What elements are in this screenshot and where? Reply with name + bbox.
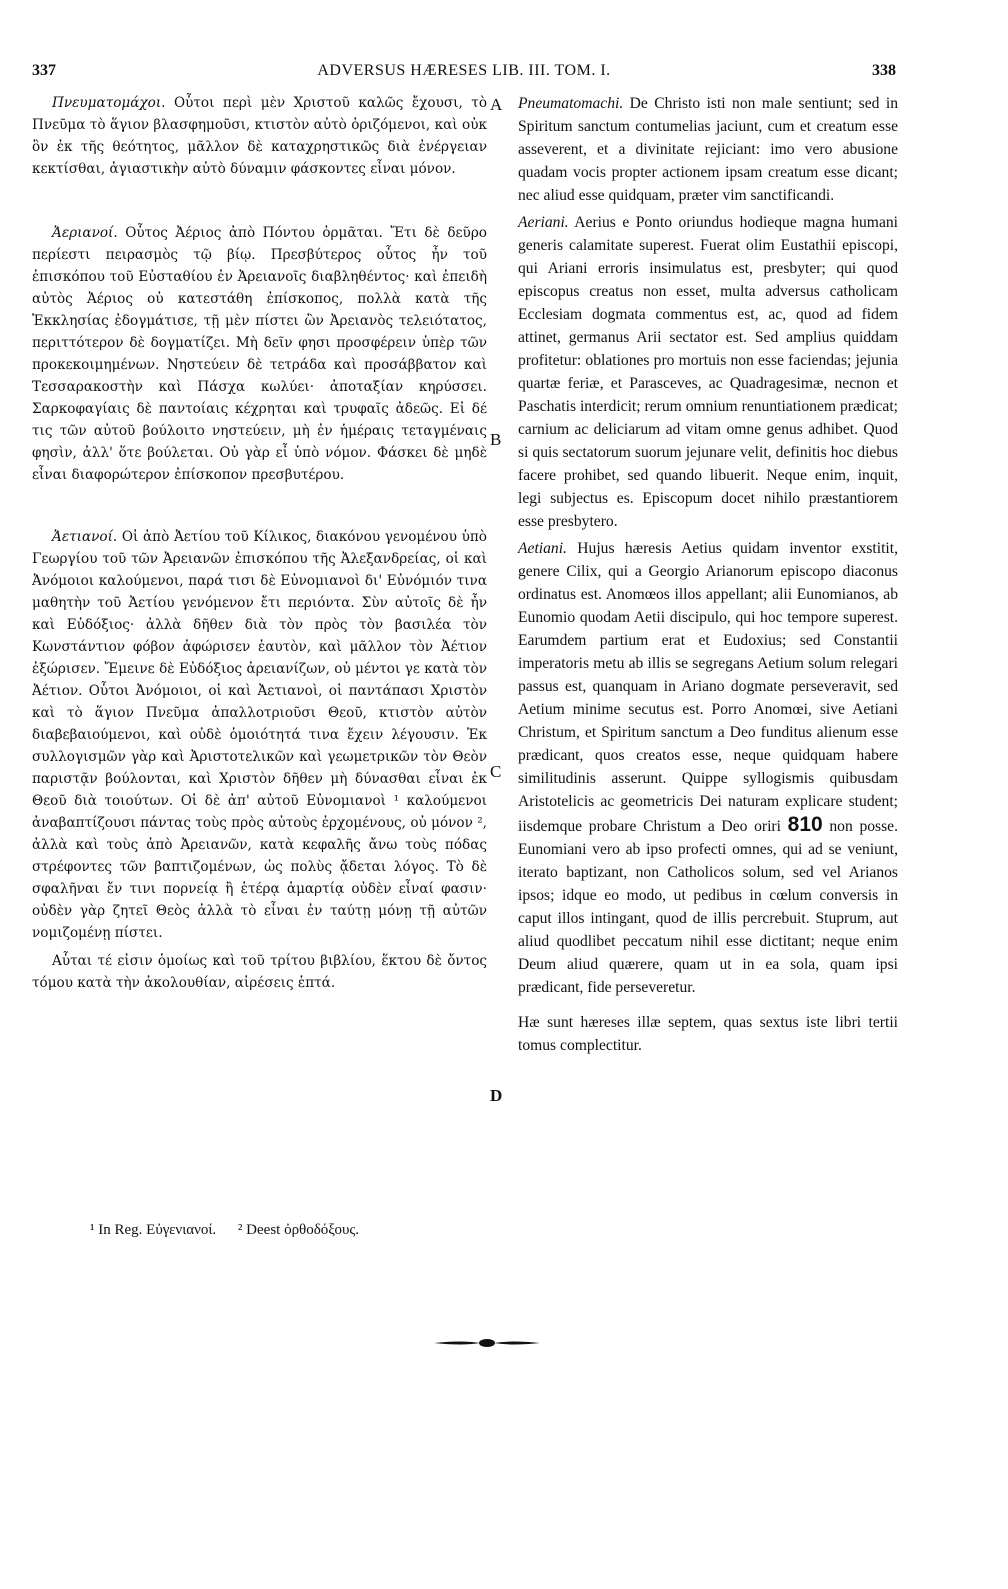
greek-heading-pneumatomachi: Πνευματομάχοι. bbox=[52, 95, 166, 111]
page-number-right: 338 bbox=[872, 62, 896, 79]
page-number-left: 337 bbox=[32, 62, 56, 79]
latin-text-aetiani-part2: non posse. Eunomiani vero ab ipso profecti omnes, qui ad se veniunt, iterato baptizant, non Catholicos solum, sed vel Arianos ipsos; idque eo modo, ut pedibus in cœlum conversis in caput illos intingant, quod de illis percrebuit. Stuprum, aut aliud quodlibet peccatum nihil esse dictitant; neque enim Deum aliud quærere, quam ut in ea sola, quam ipsi prædicant, fide perseveretur. bbox=[518, 818, 898, 996]
greek-heading-aeriani: Ἀεριανοί. bbox=[52, 225, 118, 241]
column-number: 810 bbox=[787, 813, 823, 836]
latin-paragraph-aeriani bbox=[518, 211, 898, 533]
greek-text-aeriani: Οὗτος Ἀέριος ἀπὸ Πόντου ὁρμᾶται. Ἔτι δὲ δεῦρο περίεστι πειρασμὸς τῷ βίῳ. Πρεσβύτερος οὗτος ἦν τοῦ ἐπισκόπου τοῦ Εὐσταθίου ἐν Ἀρειανοῖς διαβληθέντος· καὶ ἐπειδὴ αὐτὸς Ἀέριος οὐ κατεστάθη ἐπίσκοπος, πολλὰ κατὰ τῆς Ἐκκλησίας ἐδογμάτισε, τῇ μὲν πίστει ὢν Ἀρειανὸς τελειότατος, περιττότερον δὲ δογματίζει. Μὴ δεῖν φησι προσφέρειν ὑπὲρ τῶν προκεκοιμημένων. Νηστεύειν δὲ τετράδα καὶ προσάββατον καὶ Τεσσαρακοστὴν καὶ Πάσχα κωλύει· ἀποταξίαν κηρύσσει. Σαρκοφαγίαις δὲ παντοίαις κέχρηται καὶ τρυφαῖς ἀδεῶς. Εἰ δέ τις τῶν αὐτοῦ βούλοιτο νηστεύειν, μὴ ἐν ἡμέραις τεταγμέναις φησὶν, ἀλλ' ὅτε βούλεται. Οὐ γὰρ εἶ ὑπὸ νόμον. Φάσκει δὲ μηδὲ εἶναι διαφορώτερον ἐπίσκοπον πρεσβυτέρου. bbox=[32, 225, 487, 483]
margin-marker-a: A bbox=[490, 95, 503, 114]
ornament-divider bbox=[432, 1338, 542, 1348]
latin-column bbox=[518, 92, 898, 1057]
greek-column bbox=[32, 92, 487, 994]
latin-closing-paragraph: Hæ sunt hæreses illæ septem, quas sextus iste libri tertii tomus complectitur. bbox=[518, 1014, 898, 1054]
greek-text-aetiani: Οἱ ἀπὸ Ἀετίου τοῦ Κίλικος, διακόνου γενομένου ὑπὸ Γεωργίου τοῦ τῶν Ἀρειανῶν ἐπισκόπου τῆς Ἀλεξανδρείας, οἱ καὶ Ἀνόμοιοι καλούμενοι, παρά τισι δὲ Εὐνομιανοὶ δι' Εὐνόμιόν τινα μαθητὴν τοῦ Ἀετίου γενόμενον ἔτι περιόντα. Σὺν αὐτοῖς δὲ ἦν καὶ Εὐδόξιος· ἀλλὰ δῆθεν διὰ τὸν πρὸς τὸν βασιλέα τὸν Κωνστάντιον φόβον ἀφώρισεν ἑαυτὸν, καὶ μᾶλλον τὸν Ἀέτιον ἐξώρισεν. Ἔμεινε δὲ Εὐδόξιος ἀρειανίζων, οὐ μέντοι γε κατὰ τὸν Ἀέτιον. Οὗτοι Ἀνόμοιοι, οἱ καὶ Ἀετιανοὶ, οἱ παντάπασι Χριστὸν καὶ τὸ ἅγιον Πνεῦμα ἀπαλλοτριοῦσι Θεοῦ, κτιστὸν αὐτὸν διαβεβαιούμενοι, καὶ οὐδὲ ὁμοιότητά τινα ἔχειν λέγουσιν. Ἐκ συλλογισμῶν γὰρ καὶ Ἀριστοτελικῶν καὶ γεωμετρικῶν τὸν Θεὸν παριστᾷν βούλονται, καὶ Χριστὸν δῆθεν μὴ δύνασθαι εἶναι ἐκ Θεοῦ διὰ τοιούτων. Οἱ δὲ ἀπ' αὐτοῦ Εὐνομιανοὶ ¹ καλούμενοι ἀναβαπτίζουσι πάντας τοὺς πρὸς αὐτοὺς ἐρχομένους, οὐ μόνον ², ἀλλὰ καὶ τοὺς ἀπὸ Ἀρειανῶν, κατὰ κεφαλῆς ἄνω τοὺς πόδας στρέφοντες τῶν βαπτιζομένων, ὡς πολὺς ᾄδεται λόγος. Τὸ δὲ σφαλῆναι ἔν τινι πορνείᾳ ἢ ἑτέρᾳ ἁμαρτίᾳ οὐδὲν εἶναί φασιν· οὐδὲν γὰρ ζητεῖ Θεὸς ἀλλὰ τὸ εἶναι ἐν ταύτῃ μόνῃ τῇ αὐτῶν νομιζομένῃ πίστει. bbox=[32, 529, 487, 941]
latin-heading-aetiani: Aetiani. bbox=[518, 540, 567, 557]
margin-marker-d: D bbox=[490, 1086, 503, 1105]
running-header bbox=[32, 62, 896, 84]
footnotes bbox=[90, 1222, 359, 1239]
margin-marker-b: B bbox=[490, 430, 502, 449]
latin-text-pneumatomachi: De Christo isti non male sentiunt; sed in Spiritum sanctum contumelias jaciunt, cum et creatum esse asseverent, et a divinitate rejiciant: imo vero abusione quadam vocis propter actionem ipsam creatum esse dicant; nec aliud esse quidquam, præter vim sanctificandi. bbox=[518, 95, 898, 204]
greek-closing-paragraph: Αὗται τέ εἰσιν ὁμοίως καὶ τοῦ τρίτου βιβλίου, ἕκτου δὲ ὄντος τόμου κατὰ τὴν ἀκολουθίαν, αἱρέσεις ἑπτά. bbox=[32, 953, 487, 991]
greek-heading-aetiani: Ἀετιανοί. bbox=[52, 529, 118, 545]
latin-paragraph-aetiani bbox=[518, 537, 898, 999]
margin-marker-c: C bbox=[490, 762, 502, 781]
greek-paragraph-aeriani bbox=[32, 222, 487, 486]
latin-paragraph-pneumatomachi bbox=[518, 92, 898, 207]
footnote-2: ² Deest ὀρθοδόξους. bbox=[237, 1222, 360, 1238]
latin-text-aetiani-part1: Hujus hæresis Aetius quidam inventor exstitit, genere Cilix, qui a Georgio Arianorum episcopo diaconus ordinatus est. Anomœos illos appellant; alii Eunomianos, ab Eunomio quodam Aetii discipulo, qui hoc tempore superest. Earumdem partium erat et Eudoxius; sed Constantii imperatoris metu ab illis se segregans Aetium solum relegari passus est, quanquam in Ariano dogmate perseveravit, sed Aetium minime secutus est. Porro Anomœi, sive Aetiani Christum, et Spiritum sanctum a Deo funditus alienum esse prædicant, quos creatos esse, neque quidquam habere similitudinis asserunt. Quippe syllogismis quibusdam Aristotelicis ac geometricis Dei naturam explicare student; iisdemque probare Christum a Deo oriri bbox=[518, 540, 898, 835]
greek-text-pneumatomachi: Οὗτοι περὶ μὲν Χριστοῦ καλῶς ἔχουσι, τὸ Πνεῦμα τὸ ἅγιον βλασφημοῦσι, κτιστὸν αὐτὸ ὁριζόμενοι, καὶ οὐκ ὂν ἐκ τῆς θεότητος, μᾶλλον δὲ καταχρηστικῶς διὰ ἐνέργειαν κεκτίσθαι, ἁγιαστικὴν αὐτὸ δύναμιν φάσκοντες εἶναι μόνον. bbox=[32, 95, 487, 177]
footnote-1: ¹ In Reg. Εὐγενιανοί. bbox=[90, 1222, 217, 1238]
running-title: ADVERSUS HÆRESES LIB. III. TOM. I. bbox=[317, 62, 611, 79]
latin-heading-pneumatomachi: Pneumatomachi. bbox=[518, 95, 624, 112]
greek-paragraph-aetiani bbox=[32, 526, 487, 944]
greek-paragraph-pneumatomachi bbox=[32, 92, 487, 180]
latin-heading-aeriani: Aeriani. bbox=[518, 214, 569, 231]
latin-text-aeriani: Aerius e Ponto oriundus hodieque magna humani generis calamitate superest. Fuerat olim Eustathii episcopi, qui Ariani erroris insimulatus est, presbyter; qui quod episcopus creatus non esset, multa adversus catholicam Ecclesiam dogmata commentus est, ac, quod ad fidem attinet, germanus Arii sectator est. Sed amplius quiddam profitetur: oblationes pro mortuis non esse faciendas; jejunia quartæ feriæ, et Parasceves, ac Quadragesimæ, necnon et Paschatis interdicit; rerum omnium renuntiationem prædicat; carnium ac deliciarum ad vitam omne genus adhibet. Quod si quis sectatorum suorum jejunare velit, definitis hoc diebus facere prohibet, sed quando libuerit. Neque enim, inquit, legi subjectus es. Episcopum docet nihilo præstantiorem esse presbytero. bbox=[518, 214, 898, 530]
